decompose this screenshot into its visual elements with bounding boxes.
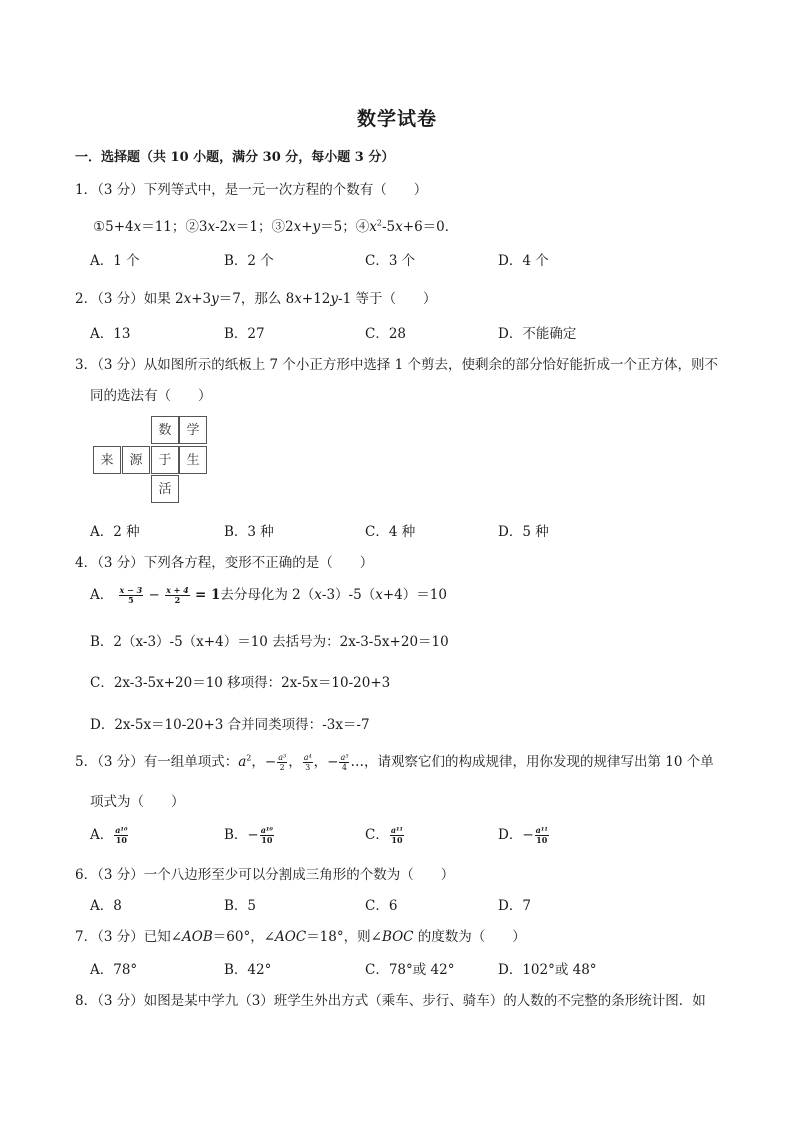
question-7-stem: 7．（3 分）已知∠AOB＝60°，∠AOC＝18°，则∠BOC 的度数为（ ） <box>75 929 526 945</box>
net-cell-xue: 学 <box>179 416 207 444</box>
question-4-option-b[interactable]: B．2（x-3）-5（x+4）＝10 去括号为：2x-3-5x+20＝10 <box>90 634 449 650</box>
page-title: 数学试卷 <box>356 108 437 130</box>
question-6-stem: 6．（3 分）一个八边形至少可以分割成三角形的个数为（ ） <box>75 867 455 883</box>
fraction: $\frac{x + 4}{2}$ <box>166 585 189 605</box>
question-6-option-d[interactable]: D．7 <box>498 898 531 914</box>
net-cell-sheng: 生 <box>179 446 207 474</box>
fraction: $\frac{x - 3}{5}$ <box>119 585 143 605</box>
question-1-option-b[interactable]: B．2 个 <box>224 253 274 269</box>
fraction: $\frac{\text{a¹⁰}}{10}$ <box>115 825 128 845</box>
question-4-stem: 4．（3 分）下列各方程，变形不正确的是（ ） <box>75 555 374 571</box>
fraction: $\frac{\text{a¹¹}}{10}$ <box>390 825 404 845</box>
section-heading: 一．选择题（共 10 小题，满分 30 分，每小题 3 分） <box>75 150 395 165</box>
question-5-option-c[interactable]: C． $\frac{\text{a¹¹}}{10}$ <box>365 825 404 845</box>
cube-net-figure <box>93 416 209 504</box>
net-cell-lai: 来 <box>93 446 121 474</box>
question-2-option-d[interactable]: D．不能确定 <box>498 326 577 342</box>
question-4-option-c[interactable]: C．2x-3-5x+20＝10 移项得：2x-5x＝10-20+3 <box>90 675 391 691</box>
question-7-option-d[interactable]: D．102°或 48° <box>498 962 597 978</box>
question-6-option-a[interactable]: A．8 <box>90 898 122 914</box>
question-8-stem: 8．（3 分）如图是某中学九（3）班学生外出方式（乘车、步行、骑车）的人数的不完整的条形统计图．如 <box>75 993 706 1009</box>
fraction: $\frac{\text{a¹¹}}{10}$ <box>535 825 548 845</box>
net-cell-yuan: 源 <box>122 446 150 474</box>
question-3-stem-line-2: 同的选法有（ ） <box>90 388 212 404</box>
question-7-option-c[interactable]: C．78°或 42° <box>365 962 455 978</box>
question-5-stem-line-2: 项式为（ ） <box>90 794 185 810</box>
question-6-option-b[interactable]: B．5 <box>224 898 257 914</box>
net-cell-huo: 活 <box>151 475 179 503</box>
fraction: $\frac{\text{a³}}{2}$ <box>278 753 287 772</box>
question-1-option-a[interactable]: A．1 个 <box>90 253 140 269</box>
net-cell-shu: 数 <box>151 416 179 444</box>
question-4-option-a[interactable]: A． $\frac{x - 3}{5}$ − $\frac{x + 4}{2}$ = 1去分母化为 2（x-3）-5（x+4）＝10 <box>90 585 447 605</box>
question-5-option-b[interactable]: B．− $\frac{\text{a¹⁰}}{10}$ <box>224 825 273 845</box>
question-2-option-c[interactable]: C．28 <box>365 326 407 342</box>
question-1-option-d[interactable]: D．4 个 <box>498 253 549 269</box>
question-2-stem: 2．（3 分）如果 2x+3y＝7，那么 8x+12y-1 等于（ ） <box>75 291 437 307</box>
question-3-stem-line-1: 3．（3 分）从如图所示的纸板上 7 个小正方形中选择 1 个剪去，使剩余的部分恰好能折成一个正方体，则不 <box>75 357 719 373</box>
question-3-option-a[interactable]: A．2 种 <box>90 524 140 540</box>
fraction: $\frac{\text{a¹⁰}}{10}$ <box>260 825 273 845</box>
net-cell-yu: 于 <box>151 446 179 474</box>
question-5-option-d[interactable]: D．− $\frac{\text{a¹¹}}{10}$ <box>498 825 548 845</box>
question-1-equations: ①5+4x＝11；②3x-2x＝1；③2x+y＝5；$④x^2-5x+6=0$． <box>93 218 459 235</box>
question-5-stem-line-1: 5．（3 分）有一组单项式：$a^2$，− $\frac{\text{a³}}{2}$ ， $\frac{\text{a⁴}}{3}$ ，− $\frac{\text{a⁵}}{4}$ …，请观察它们的构成规律，用你发现的规律写出第 10 个单 <box>75 753 714 772</box>
question-1-stem: 1．（3 分）下列等式中，是一元一次方程的个数有（ ） <box>75 182 428 198</box>
question-7-option-a[interactable]: A．78° <box>90 962 138 978</box>
question-2-option-b[interactable]: B．27 <box>224 326 265 342</box>
question-3-option-b[interactable]: B．3 种 <box>224 524 274 540</box>
question-2-option-a[interactable]: A．13 <box>90 326 131 342</box>
fraction: $\frac{\text{a⁴}}{3}$ <box>303 753 312 772</box>
question-1-option-c[interactable]: C．3 个 <box>365 253 416 269</box>
question-3-option-d[interactable]: D．5 种 <box>498 524 549 540</box>
question-7-option-b[interactable]: B．42° <box>224 962 272 978</box>
question-3-option-c[interactable]: C．4 种 <box>365 524 416 540</box>
question-4-option-d[interactable]: D．2x-5x＝10-20+3 合并同类项得：-3x＝-7 <box>90 717 370 733</box>
question-6-option-c[interactable]: C．6 <box>365 898 398 914</box>
question-5-option-a[interactable]: A． $\frac{\text{a¹⁰}}{10}$ <box>90 825 128 845</box>
fraction: $\frac{\text{a⁵}}{4}$ <box>340 753 349 772</box>
